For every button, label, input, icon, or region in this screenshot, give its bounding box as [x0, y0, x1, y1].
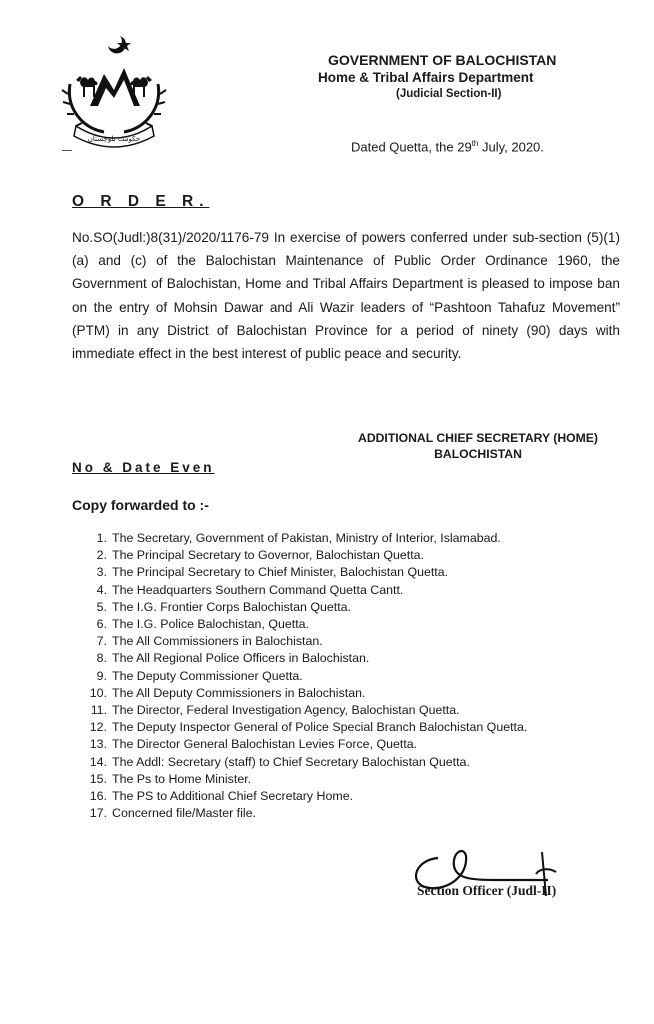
order-title: O R D E R. — [72, 193, 210, 210]
list-item-text: The Deputy Inspector General of Police Special Branch Balochistan Quetta. — [112, 720, 528, 735]
copy-forwarded-heading: Copy forwarded to :- — [72, 497, 209, 513]
list-item — [82, 805, 552, 822]
list-item-text: The I.G. Police Balochistan, Quetta. — [112, 617, 309, 632]
list-item-number: 6. — [96, 617, 107, 632]
list-item — [82, 719, 552, 736]
list-item — [82, 788, 552, 805]
list-item — [82, 702, 552, 719]
list-item-text: The PS to Additional Chief Secretary Home. — [112, 789, 354, 804]
list-item-text: The Principal Secretary to Chief Minister, Balochistan Quetta. — [112, 565, 449, 580]
list-item-number: 8. — [96, 651, 107, 666]
section-officer-title: Section Officer (Judl-II) — [417, 883, 557, 898]
list-item-text: The Secretary, Government of Pakistan, Ministry of Interior, Islamabad. — [112, 531, 501, 545]
list-item — [82, 668, 552, 685]
no-date-even: No & Date Even — [72, 460, 215, 475]
government-title: GOVERNMENT OF BALOCHISTAN — [328, 52, 557, 68]
list-item — [82, 685, 552, 702]
list-item-number: 17. — [89, 806, 107, 821]
list-item-number: 13. — [89, 737, 107, 752]
list-item — [82, 564, 552, 581]
signatory-province: BALOCHISTAN — [434, 447, 522, 461]
list-item-number: 10. — [89, 685, 107, 700]
list-item — [82, 771, 552, 788]
department-title: Home & Tribal Affairs Department — [318, 70, 534, 85]
margin-dash — [62, 150, 72, 151]
list-item-number: 4. — [96, 582, 107, 597]
list-item-text: Concerned file/Master file. — [112, 806, 256, 821]
list-item-text: The Director, Federal Investigation Agency, Balochistan Quetta. — [112, 703, 460, 718]
list-item-number: 7. — [96, 634, 107, 649]
list-item-text: The All Deputy Commissioners in Balochistan. — [112, 685, 366, 700]
copy-list — [82, 530, 552, 822]
list-item-text: The Headquarters Southern Command Quetta Cantt. — [112, 582, 404, 597]
signatory-block — [358, 430, 598, 462]
section-title: (Judicial Section-II) — [396, 88, 502, 100]
date-line: Dated Quetta, the 29th July, 2020. — [351, 139, 544, 155]
list-item-number: 14. — [89, 754, 107, 769]
list-item-number: 5. — [96, 599, 107, 614]
list-item-number: 11. — [90, 703, 107, 718]
list-item-text: The Principal Secretary to Governor, Balochistan Quetta. — [112, 548, 424, 563]
list-item-text: The Deputy Commissioner Quetta. — [112, 668, 303, 683]
seal-text: حکومت بلوچستان — [87, 135, 141, 143]
government-seal-icon — [58, 28, 170, 148]
list-item-text: The Ps to Home Minister. — [112, 771, 252, 786]
signatory-title: ADDITIONAL CHIEF SECRETARY (HOME) — [358, 431, 598, 445]
letterhead — [318, 52, 598, 100]
list-item — [82, 650, 552, 667]
list-item — [82, 616, 552, 633]
list-item-number: 16. — [89, 789, 107, 804]
list-item — [82, 736, 552, 753]
list-item — [82, 633, 552, 650]
list-item-text: The All Regional Police Officers in Balochistan. — [112, 651, 370, 666]
order-body: No.SO(Judl:)8(31)/2020/1176-79 In exercise of powers conferred under sub-section (5)(1)(a) and (c) of the Balochistan Maintenance of Public Order Ordinance 1960, the Government of Balochistan, Home and Tribal Affairs Department is pleased to impose ban on the entry of Mohsin Dawar and Ali Wazir leaders of “Pashtoon Tahafuz Movement” (PTM) in any District of Balochistan Province for a period of ninety (90) days with immediate effect in the best interest of public peace and security. — [72, 230, 620, 362]
list-item-number: 3. — [96, 565, 107, 580]
list-item-number: 9. — [96, 668, 107, 683]
list-item — [82, 582, 552, 599]
list-item — [82, 754, 552, 771]
list-item-number: 15. — [89, 771, 107, 786]
list-item — [82, 599, 552, 616]
list-item-text: The Director General Balochistan Levies Force, Quetta. — [112, 737, 418, 752]
list-item — [82, 530, 552, 547]
list-item-number: 1. — [96, 531, 107, 545]
list-item — [82, 547, 552, 564]
list-item-text: The All Commissioners in Balochistan. — [112, 634, 323, 649]
list-item-number: 12. — [89, 720, 107, 735]
list-item-text: The Addl: Secretary (staff) to Chief Secretary Balochistan Quetta. — [112, 754, 470, 769]
list-item-number: 2. — [96, 548, 107, 563]
list-item-text: The I.G. Frontier Corps Balochistan Quetta. — [112, 599, 351, 614]
